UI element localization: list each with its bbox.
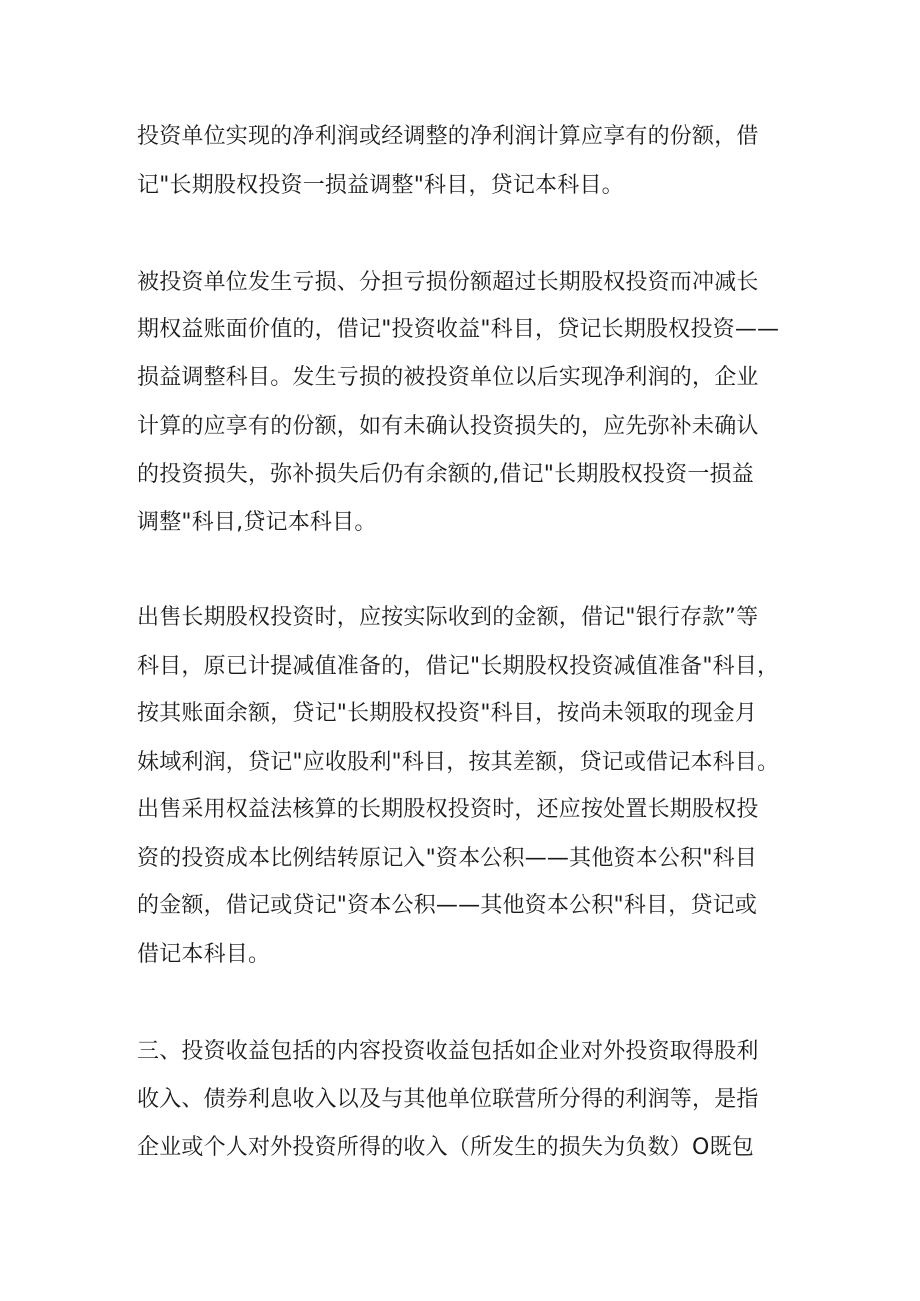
paragraph-2-line-6: 调整"科目,贷记本科目。 bbox=[137, 510, 377, 535]
paragraph-2-line-4: 计算的应享有的份额，如有未确认投资损失的，应先弥补未确认 bbox=[137, 414, 759, 439]
paragraph-2-line-3: 损益调整科目。发生亏损的被投资单位以后实现净利润的，企业 bbox=[137, 365, 759, 390]
paragraph-3-line-4: 妹域利润，贷记"应收股利"科目，按其差额，贷记或借记本科目。 bbox=[137, 750, 780, 775]
paragraph-3-line-5: 出售采用权益法核算的长期股权投资时，还应按处置长期股权投 bbox=[137, 797, 759, 822]
paragraph-2-line-2: 期权益账面价值的，借记"投资收益"科目，贷记长期股权投资—— bbox=[137, 317, 780, 342]
paragraph-2-line-1: 被投资单位发生亏损、分担亏损份额超过长期股权投资而冲减长 bbox=[137, 270, 759, 295]
paragraph-2-line-5: 的投资损失，弥补损失后仍有余额的,借记"长期股权投资一损益 bbox=[137, 462, 754, 487]
paragraph-1-line-1: 投资单位实现的净利润或经调整的净利润计算应享有的份额，借 bbox=[137, 124, 759, 149]
paragraph-3-line-1: 出售长期股权投资时，应按实际收到的金额，借记"银行存款”等 bbox=[137, 605, 759, 630]
paragraph-4-line-3: 企业或个人对外投资所得的收入（所发生的损失为负数）O既包 bbox=[137, 1135, 754, 1160]
paragraph-4-line-2: 收入、债券利息收入以及与其他单位联营所分得的利润等，是指 bbox=[137, 1087, 759, 1112]
paragraph-1-line-2: 记"长期股权投资一损益调整"科目，贷记本科目。 bbox=[137, 173, 624, 198]
paragraph-3-line-7: 的金额，借记或贷记"资本公积——其他资本公积"科目，贷记或 bbox=[137, 893, 758, 918]
paragraph-3-line-2: 科目，原已计提减值准备的，借记"长期股权投资减值准备"科目， bbox=[137, 654, 780, 679]
paragraph-4-line-1: 三、投资收益包括的内容投资收益包括如企业对外投资取得股利 bbox=[137, 1039, 759, 1064]
paragraph-3-line-8: 借记本科目。 bbox=[137, 942, 271, 967]
paragraph-3-line-3: 按其账面余额，贷记"长期股权投资"科目，按尚未领取的现金月 bbox=[137, 701, 758, 726]
paragraph-3-line-6: 资的投资成本比例结转原记入"资本公积——其他资本公积"科目 bbox=[137, 846, 758, 871]
